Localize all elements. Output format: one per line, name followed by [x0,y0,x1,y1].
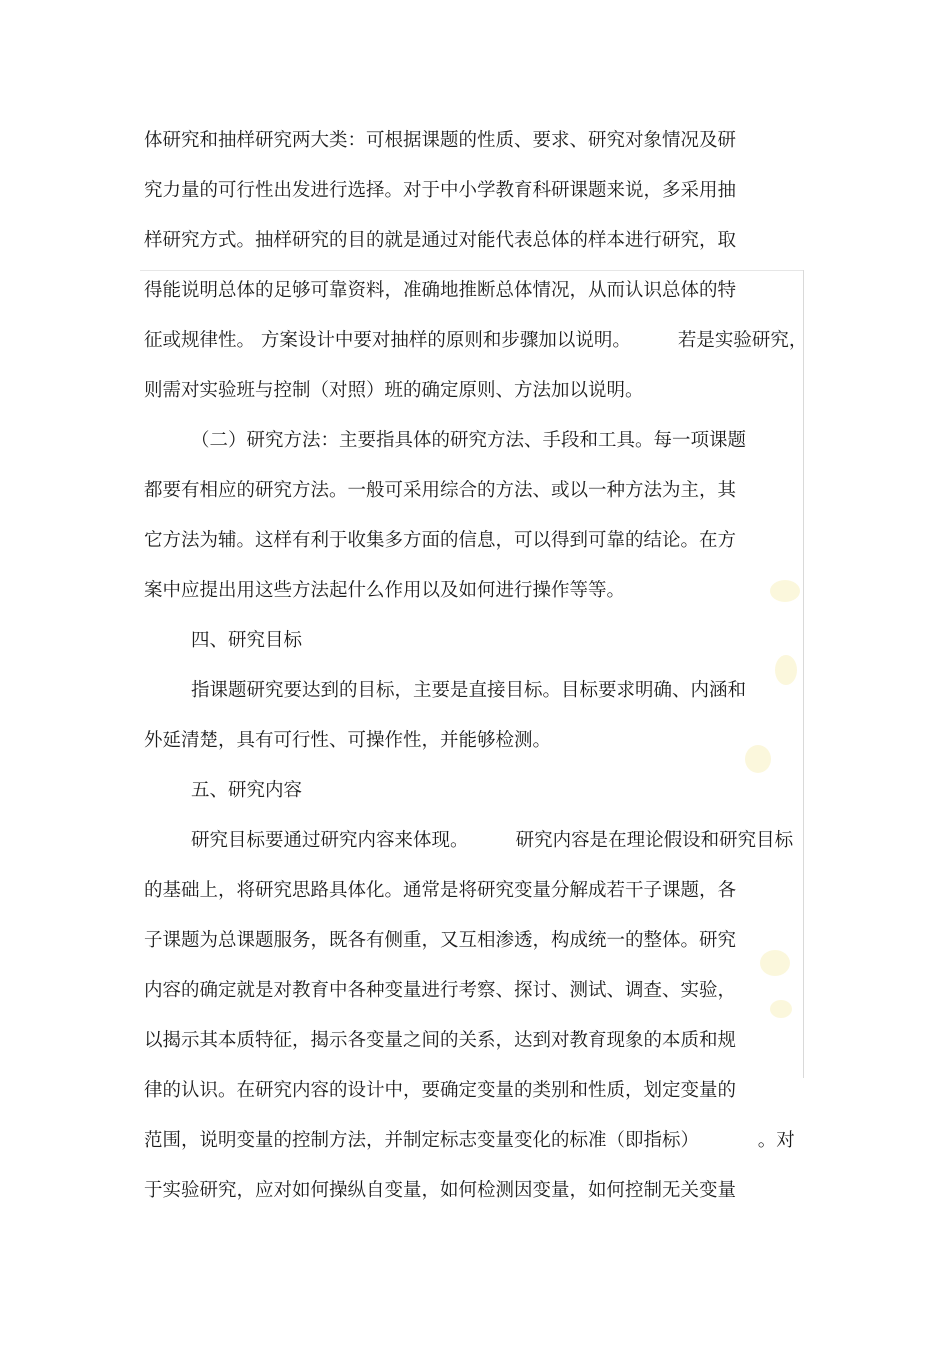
text-line: 于实验研究，应对如何操纵自变量，如何检测因变量，如何控制无关变量 [144,1180,737,1201]
text-line: 征或规律性。 方案设计中要对抽样的原则和步骤加以说明。 若是实验研究， [144,330,808,351]
section-heading: 五、研究内容 [144,780,303,801]
text-line: 外延清楚，具有可行性、可操作性，并能够检测。 [144,730,552,751]
text-line: 它方法为辅。这样有利于收集多方面的信息，可以得到可靠的结论。在方 [144,530,737,551]
text-line: 得能说明总体的足够可靠资料，准确地推断总体情况，从而认识总体的特 [144,280,737,301]
text-line: 样研究方式。抽样研究的目的就是通过对能代表总体的样本进行研究，取 [144,230,737,251]
text-line: 内容的确定就是对教育中各种变量进行考察、探讨、测试、调查、实验， [144,980,737,1001]
text-line: 指课题研究要达到的目标，主要是直接目标。目标要求明确、内涵和 [144,680,747,701]
text-line: 子课题为总课题服务，既各有侧重，又互相渗透，构成统一的整体。研究 [144,930,737,951]
text-line: 体研究和抽样研究两大类：可根据课题的性质、要求、研究对象情况及研 [144,130,737,151]
scan-speck [745,745,771,773]
scan-speck [775,655,797,685]
text-line: 律的认识。在研究内容的设计中，要确定变量的类别和性质，划定变量的 [144,1080,737,1101]
scan-speck [760,950,790,976]
page-frame-top-line [140,270,804,271]
page-frame-right-line [803,270,804,1078]
section-heading: 四、研究目标 [144,630,303,651]
text-line: 都要有相应的研究方法。一般可采用综合的方法、或以一种方法为主，其 [144,480,737,501]
text-line: 则需对实验班与控制（对照）班的确定原则、方法加以说明。 [144,380,644,401]
text-line: 案中应提出用这些方法起什么作用以及如何进行操作等等。 [144,580,626,601]
text-line: 研究目标要通过研究内容来体现。 研究内容是在理论假设和研究目标 [144,830,794,851]
scan-speck [770,580,800,602]
text-line: 范围，说明变量的控制方法，并制定标志变量变化的标准（即指标） 。对 [144,1130,795,1151]
text-line: 的基础上，将研究思路具体化。通常是将研究变量分解成若干子课题，各 [144,880,737,901]
text-line: 以揭示其本质特征，揭示各变量之间的关系，达到对教育现象的本质和规 [144,1030,737,1051]
scan-speck [770,1000,792,1018]
text-line: （二）研究方法：主要指具体的研究方法、手段和工具。每一项课题 [144,430,747,451]
text-line: 究力量的可行性出发进行选择。对于中小学教育科研课题来说，多采用抽 [144,180,737,201]
